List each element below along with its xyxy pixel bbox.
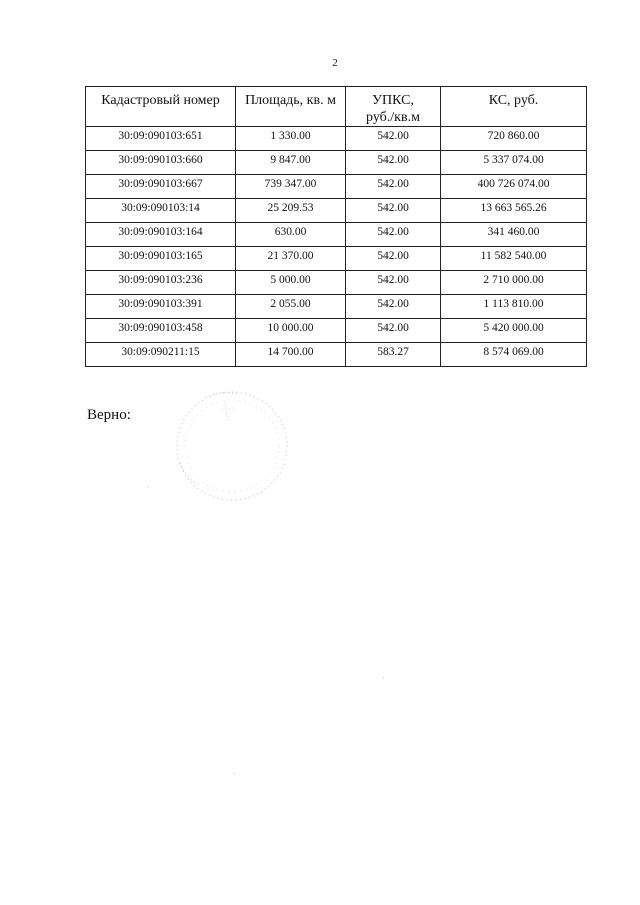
cell-upks: 542.00 [346,175,441,199]
header-area: Площадь, кв. м [236,87,346,127]
cell-area: 2 055.00 [236,295,346,319]
cell-ks: 8 574 069.00 [441,343,587,367]
cell-upks: 542.00 [346,199,441,223]
cell-area: 1 330.00 [236,127,346,151]
verified-label: Верно: [87,407,131,423]
cell-area: 21 370.00 [236,247,346,271]
table-row [86,127,587,151]
cell-upks: 542.00 [346,223,441,247]
cell-area: 5 000.00 [236,271,346,295]
cell-cadastral-number: 30:09:090103:165 [86,247,236,271]
cell-ks: 2 710 000.00 [441,271,587,295]
cell-ks: 400 726 074.00 [441,175,587,199]
cell-upks: 542.00 [346,319,441,343]
header-ks: КС, руб. [441,87,587,127]
header-upks [346,87,441,127]
header-upks-line1: УПКС, [372,93,414,108]
cell-area: 10 000.00 [236,319,346,343]
cell-cadastral-number: 30:09:090103:458 [86,319,236,343]
table-header-row [86,87,587,127]
cell-cadastral-number: 30:09:090103:660 [86,151,236,175]
cell-area: 630.00 [236,223,346,247]
cell-ks: 341 460.00 [441,223,587,247]
cell-cadastral-number: 30:09:090103:667 [86,175,236,199]
cell-area: 25 209.53 [236,199,346,223]
scan-speck [383,677,384,678]
table-row [86,319,587,343]
cell-upks: 542.00 [346,295,441,319]
table-row [86,223,587,247]
table-row [86,175,587,199]
cell-ks: 11 582 540.00 [441,247,587,271]
cell-ks: 1 113 810.00 [441,295,587,319]
cell-ks: 720 860.00 [441,127,587,151]
cell-upks: 542.00 [346,247,441,271]
cell-upks: 542.00 [346,271,441,295]
table-row [86,151,587,175]
cell-area: 9 847.00 [236,151,346,175]
table-row [86,343,587,367]
cell-upks: 542.00 [346,151,441,175]
cell-cadastral-number: 30:09:090211:15 [86,343,236,367]
table-row [86,295,587,319]
table-row [86,271,587,295]
page-number: 2 [332,57,338,69]
table-row [86,199,587,223]
faded-stamp-icon [170,382,295,507]
cell-ks: 13 663 565.26 [441,199,587,223]
cadastral-value-table [85,86,587,367]
cell-ks: 5 337 074.00 [441,151,587,175]
cell-cadastral-number: 30:09:090103:651 [86,127,236,151]
cell-cadastral-number: 30:09:090103:236 [86,271,236,295]
cell-area: 739 347.00 [236,175,346,199]
header-upks-line2: руб./кв.м [366,110,420,125]
cell-ks: 5 420 000.00 [441,319,587,343]
scan-speck [234,773,235,774]
cell-upks: 542.00 [346,127,441,151]
header-cadastral-number: Кадастровый номер [86,87,236,127]
cell-area: 14 700.00 [236,343,346,367]
table-row [86,247,587,271]
cell-cadastral-number: 30:09:090103:14 [86,199,236,223]
cell-upks: 583.27 [346,343,441,367]
scan-speck [148,486,149,487]
cell-cadastral-number: 30:09:090103:391 [86,295,236,319]
cell-cadastral-number: 30:09:090103:164 [86,223,236,247]
